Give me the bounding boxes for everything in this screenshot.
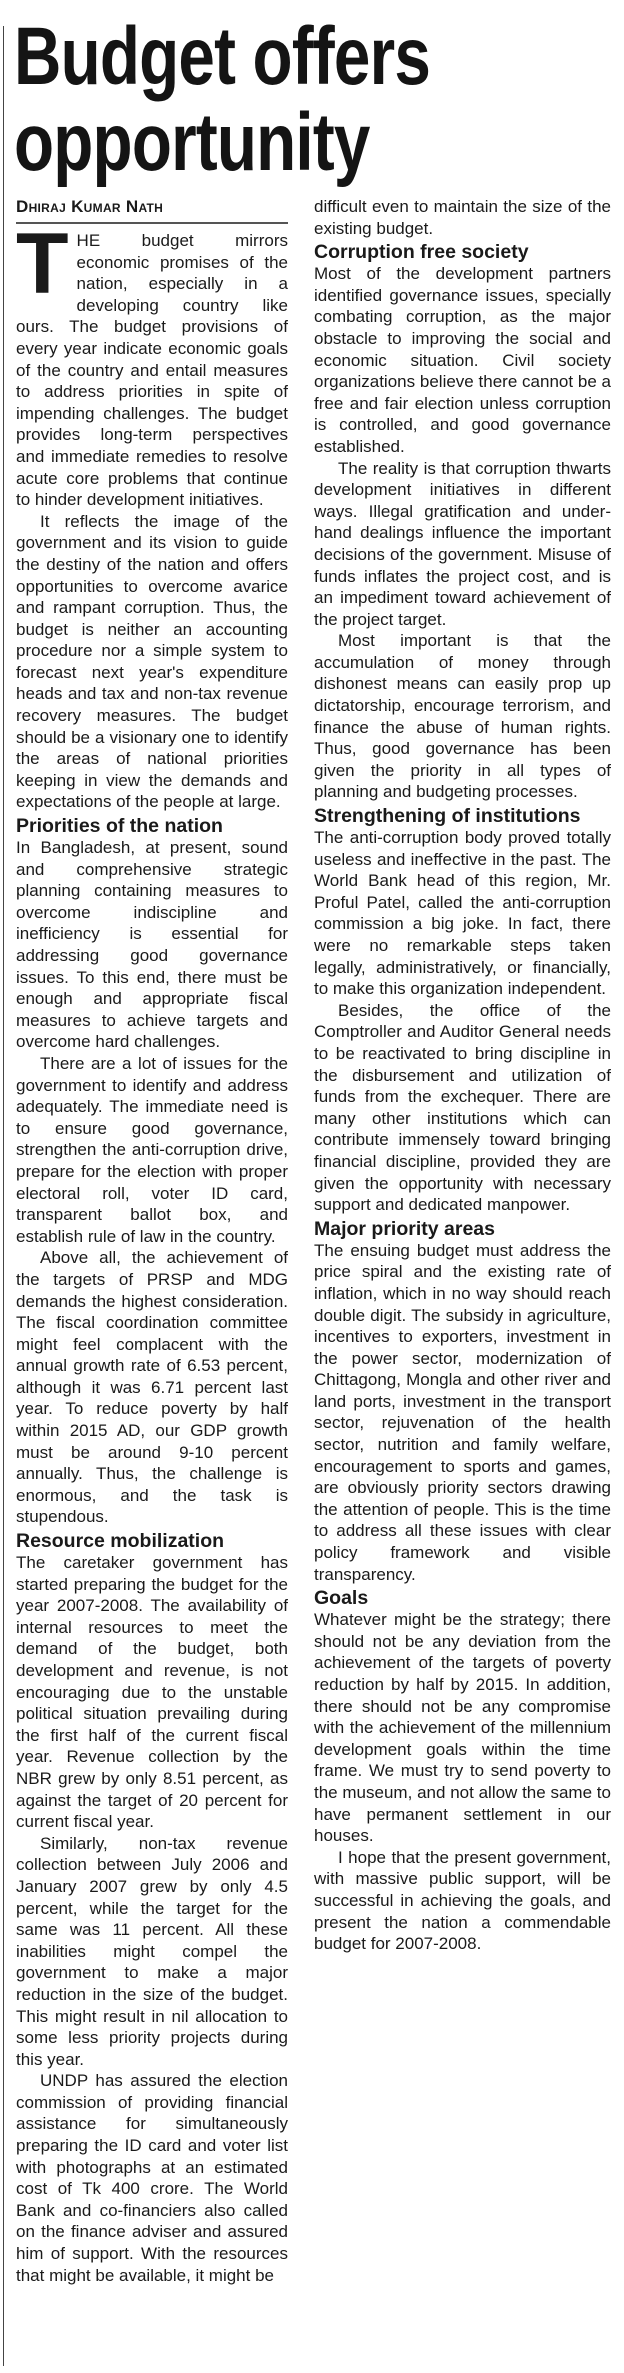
- section-heading: Strengthening of institutions: [314, 805, 581, 828]
- paragraph: The ensuing budget must address the price spiral and the existing rate of inflation, which in no way should reach double digit. The subsidy in agriculture, incentives to exporters, investment in the power sector, modernization of Chittagong, Mongla and other river and land ports, investment in the transport sector, rejuvenation of the health sector, nutrition and family welfare, encouragement to sports and games, are obviously priority sectors drawing the attention of people. This is the time to address all these issues with clear policy framework and visible transparency.: [314, 1240, 611, 1584]
- paragraph: It reflects the image of the government and its vision to guide the destiny of the nation and offers opportunities to overcome avarice and rampant corruption. Thus, the budget is neither an accounting procedure nor a simple system to forecast next year's expenditure heads and tax and non-tax revenue recovery measures. The budget should be a visionary one to identify the areas of national priorities keeping in view the demands and expectations of the people at large.: [16, 511, 288, 812]
- section-resource-mobilization: [16, 1530, 288, 2286]
- intro-paragraph: [16, 216, 288, 511]
- byline: Dhiraj Kumar Nath: [16, 196, 288, 224]
- section-strengthening-institutions: [314, 805, 611, 1216]
- paragraph: Most important is that the accumulation of money through dishonest means can easily prop up dictatorship, encourage terrorism, and finance the abuse of human rights. Thus, good governance has been given the priority in all types of planning and budgeting processes.: [314, 631, 611, 802]
- section-goals: [314, 1587, 611, 1955]
- paragraph: There are a lot of issues for the government to identify and address adequately. The immediate need is to ensure good governance, strengthen the anti-corruption drive, prepare for the election with proper electoral roll, voter ID card, transparent ballot box, and establish rule of law in the country.: [16, 1053, 288, 1246]
- headline-line-1: Budget offers: [14, 11, 430, 102]
- paragraph: Whatever might be the strategy; there should not be any deviation from the achievement of the targets of poverty reduction by half by 2015. In addition, there should not be any compromise with the achievement of the millennium development goals within the time frame. We must try to send poverty to the museum, and not allow the same to have permanent settlement in our houses.: [314, 1610, 611, 1846]
- section-heading: Corruption free society: [314, 241, 529, 264]
- intro-text: HE budget mirrors economic promises of the nation, especially in a developing country like ours. The budget provisions of every year indicate economic goals of the country and entail measures to address priorities in spite of impending challenges. The budget provides long-term perspectives and immediate remedies to resolve acute core problems that continue to hinder development initiatives.: [16, 231, 288, 510]
- section-heading: Priorities of the nation: [16, 815, 223, 838]
- headline-line-2: opportunity: [14, 97, 370, 188]
- section-heading: Major priority areas: [314, 1217, 495, 1240]
- headline: [14, 11, 430, 188]
- paragraph: Above all, the achievement of the targets of PRSP and MDG demands the highest consideration. The fiscal coordination committee might feel complacent with the annual growth rate of 6.53 percent, although it was 6.71 percent last year. To reduce poverty by half within 2015 AD, our GDP growth must be around 9-10 percent annually. Thus, the challenge is enormous, and the task is stupendous.: [16, 1248, 288, 1527]
- section-corruption-free-society: [314, 241, 611, 803]
- column-1: [16, 196, 288, 2286]
- section-heading: Resource mobilization: [16, 1530, 225, 1553]
- column-2: [314, 196, 611, 1955]
- paragraph: I hope that the present government, with massive public support, will be successful in achieving the goals, and present the nation a commendable budget for 2007-2008.: [314, 1847, 611, 1954]
- section-continuation: [314, 196, 611, 239]
- paragraph: The anti-corruption body proved totally useless and ineffective in the past. The World Bank head of this region, Mr. Proful Patel, called the anti-corruption commission a big joke. In fact, there were no remarkable steps taken legally, administratively, or financially, to make this organization independent.: [314, 828, 611, 999]
- paragraph: In Bangladesh, at present, sound and comprehensive strategic planning containing measures to overcome indiscipline and inefficiency is essential for addressing good governance issues. To this end, there must be enough and appropriate fiscal measures to achieve targets and overcome hard challenges.: [16, 838, 288, 1052]
- paragraph: Besides, the office of the Comptroller and Auditor General needs to be reactivated to bring discipline in the disbursement and utilization of funds from the exchequer. There are many other institutions which can contribute immensely toward bringing financial discipline, provided they are given the opportunity with necessary support and dedicated manpower.: [314, 1000, 611, 1215]
- column-rule: [3, 26, 4, 2366]
- paragraph: UNDP has assured the election commission of providing financial assistance for simultaneously preparing the ID card and voter list with photographs at an estimated cost of Tk 400 crore. The World Bank and co-financiers also called on the finance adviser and assured him of support. With the resources that might be available, it might be: [16, 2071, 288, 2285]
- paragraph: Most of the development partners identified governance issues, specially combating corruption, as the major obstacle to improving the social and economic situation. Civil society organizations believe there cannot be a free and fair election unless corruption is controlled, and good governance established.: [314, 264, 611, 456]
- paragraph: The reality is that corruption thwarts development initiatives in different ways. Illegal gratification and under-hand dealings influence the important decisions of the government. Misuse of funds inflates the project cost, and is an impediment toward achievement of the project target.: [314, 458, 611, 629]
- section-priorities: [16, 815, 288, 1528]
- section-major-priority-areas: [314, 1218, 611, 1586]
- paragraph: Similarly, non-tax revenue collection between July 2006 and January 2007 grew by only 4.5 percent, while the target for the same was 11 percent. All these inabilities might compel the government to make a major reduction in the size of the budget. This might result in nil allocation to some less priority projects during this year.: [16, 1833, 288, 2069]
- paragraph: difficult even to maintain the size of the existing budget.: [314, 197, 611, 238]
- section-heading: Goals: [314, 1587, 369, 1610]
- paragraph: The caretaker government has started preparing the budget for the year 2007-2008. The availability of internal resources to meet the demand of the budget, both development and revenue, is not encouraging due to the unstable political situation prevailing during the first half of the current fiscal year. Revenue collection by the NBR grew by only 8.51 percent, as against the target of 20 percent for current fiscal year.: [16, 1553, 288, 1832]
- drop-cap: T: [16, 216, 69, 312]
